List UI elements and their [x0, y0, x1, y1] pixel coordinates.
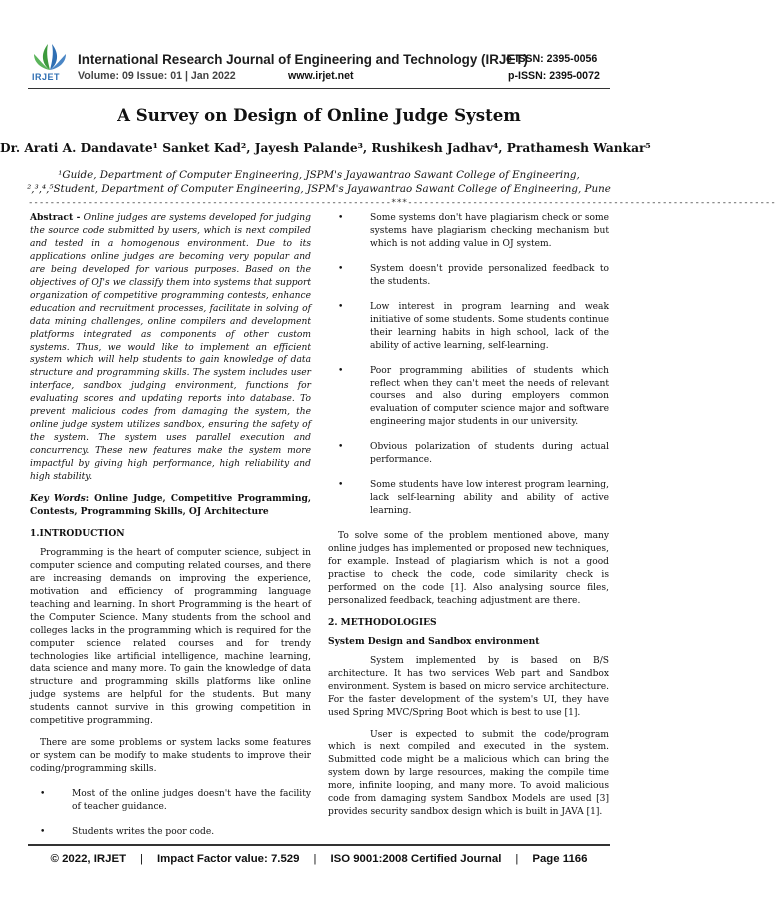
method-paragraph-2: User is expected to submit the code/program which is next compiled and executed in the system. Submitted code might be a malicious which can bring the system down by large resources, making the compile time more, infinite looping, and many more. To avoid malicious code from damaging system Sandbox Models are used [3] provides security sandbox design which is built in JAVA [1]. [328, 729, 609, 818]
abstract-text: Online judges are systems developed for judging the source code submitted by users, which is next compiled and tested in a homogenous environment. Due to its applications online judges are becoming very popular and are being developed for various purposes. Based on the objectives of OJ's we classify them into systems that support organization of competitive programming contests, enhance education and recruitment processes, facilitate in solving of data mining challenges, online compilers and development platforms integrated as components of other custom systems. Thus, we would like to implement an efficient system which will help students to gain knowledge of data structure and programming skills. The system includes user interface, sandbox judging environment, functions for evaluating scores and updating reports into database. To prevent malicious codes from damaging the system, the online judge system utilizes sandbox, ensuring the safety of the system. The system uses parallel execution and concurrency. These new features make the system more impactful by giving high performance, high reliability and high stability. [30, 213, 311, 483]
paper-authors: Dr. Arati A. Dandavate¹ Sanket Kad², Jayesh Palande³, Rushikesh Jadhav⁴, Prathamesh Wankar⁵ [0, 141, 651, 155]
intro-heading: 1.INTRODUCTION [30, 527, 125, 539]
method-paragraph-1: System implemented by is based on B/S architecture. It has two services Web part and Sandbox environment. System is based on micro service architecture. For the faster development of the system's UI, they have used Spring MVC/Spring Boot which is best to use [1]. [328, 655, 609, 718]
header-divider [28, 88, 610, 89]
section-separator: -------------------------------------------------------------------***-------------------------------------------------------------------- [28, 198, 776, 208]
footer-separator: | [140, 853, 144, 865]
problem-list-left [30, 788, 311, 839]
footer-page-number: Page 1166 [532, 853, 588, 865]
keywords-label: Key Words [30, 493, 86, 505]
footer-divider [28, 844, 610, 846]
right-column [328, 212, 609, 819]
eissn: e-ISSN: 2395-0056 [506, 53, 598, 65]
list-item: • Some students have low interest program learning, lack self-learning ability and ability of active learning. [328, 479, 609, 518]
list-item: • Obvious polarization of students during actual performance. [328, 441, 609, 467]
affiliation-guide: ¹Guide, Department of Computer Engineering, JSPM's Jayawantrao Sawant College of Engineering, [58, 169, 580, 181]
page-footer [0, 853, 638, 865]
footer-separator: | [515, 853, 519, 865]
paper-title: A Survey on Design of Online Judge System [117, 105, 521, 125]
solve-paragraph: To solve some of the problem mentioned above, many online judges has implemented or proposed new techniques, for example. Instead of plagiarism which is not a good practise to check the code, code similarity check is performed on the code [1]. Also analysing source files, personalized feedback, teaching adjustment are there. [328, 531, 609, 606]
keywords [30, 493, 311, 519]
intro-paragraph-2: There are some problems or system lacks some features or system can be modify to make students to improve their coding/programming skills. [30, 738, 311, 775]
abstract-label: Abstract - [30, 212, 81, 223]
list-item: • Poor programming abilities of students which reflect when they can't meet the needs of relevant courses and also during employers common evaluation of computer science major and software engineering major students in our university. [328, 365, 609, 430]
abstract [30, 212, 311, 484]
footer-separator: | [313, 853, 317, 865]
journal-website[interactable]: www.irjet.net [288, 70, 354, 82]
methodologies-heading: 2. METHODOLOGIES [328, 616, 437, 628]
footer-copyright: © 2022, IRJET [50, 853, 127, 865]
list-item: • Some systems don't have plagiarism check or some systems have plagiarism checking mechanism but which is not adding value in OJ system. [328, 212, 609, 251]
intro-paragraph-1: Programming is the heart of computer science, subject in computer science and computing related courses, and there are increasing demands on improving the experience, motivation and efficiency of programming language teaching and learning. In short Programming is the heart of the Computer Science. Many students from the school and colleges lacks in the programming which is required for the computer science related courses and for trendy technologies like artificial intelligence, machine learning, data science and many more. To gain the knowledge of data structure and programming skills platforms like online judge systems are helpful for the students. But many students cannot survive in this growing competition in competitive programming. [30, 547, 311, 727]
journal-title: International Research Journal of Engineering and Technology (IRJET) [78, 52, 528, 67]
subsection-heading: System Design and Sandbox environment [328, 635, 540, 647]
problem-list-right [328, 212, 609, 518]
footer-iso: ISO 9001:2008 Certified Journal [330, 853, 502, 865]
keywords-text: : Online Judge, Competitive Programming, Contests, Programming Skills, OJ Architecture [30, 493, 311, 517]
logo-text: IRJET [32, 72, 61, 82]
volume-issue: Volume: 09 Issue: 01 | Jan 2022 [78, 70, 236, 82]
footer-impact-factor: Impact Factor value: 7.529 [157, 853, 300, 865]
list-item: • Most of the online judges doesn't have the facility of teacher guidance. [30, 788, 311, 814]
journal-header [0, 0, 638, 92]
list-item: • Students writes the poor code. [30, 826, 311, 839]
list-item: • Low interest in program learning and weak initiative of some students. Some students continue their learning habits in high school, lack of the ability of active learning, self-learning. [328, 301, 609, 353]
affiliation-students: ²,³,⁴,⁵Student, Department of Computer Engineering, JSPM's Jayawantrao Sawant College of Engineering, Pune [27, 183, 611, 195]
left-column [30, 212, 311, 851]
pissn: p-ISSN: 2395-0072 [508, 70, 600, 82]
list-item: • System doesn't provide personalized feedback to the students. [328, 263, 609, 289]
